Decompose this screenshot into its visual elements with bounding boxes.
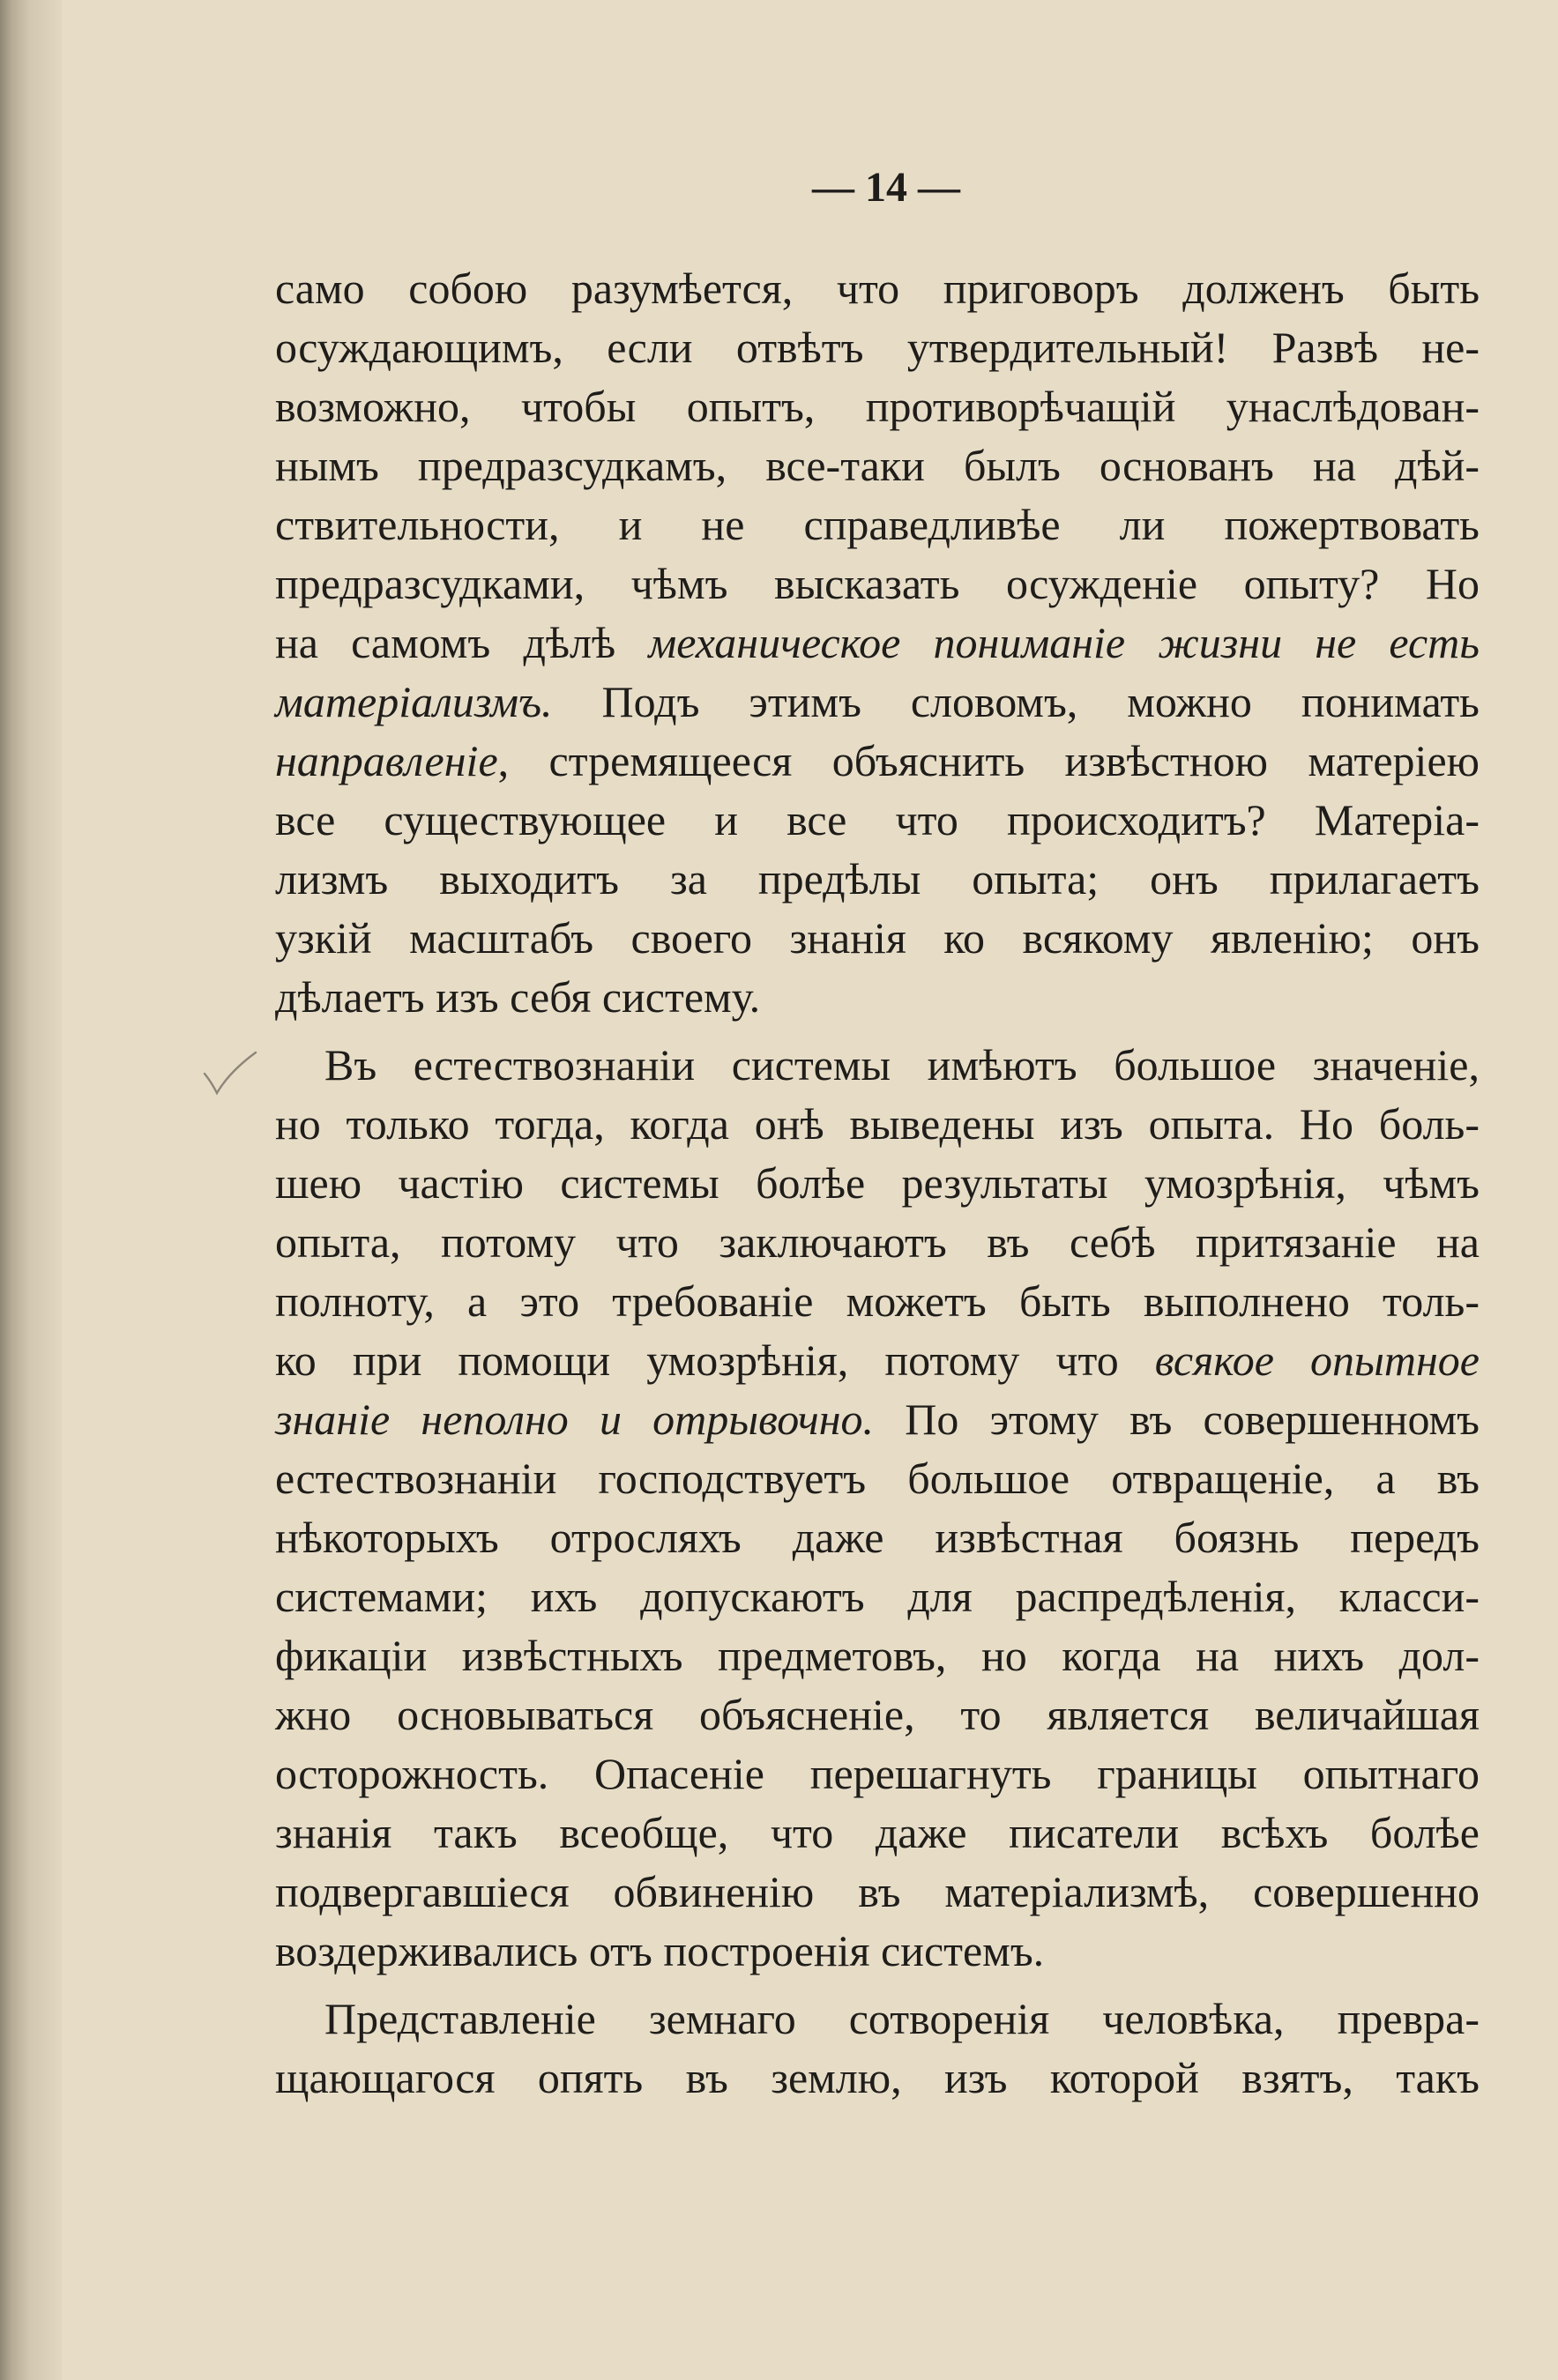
- paragraph-gap: [275, 1981, 1480, 1990]
- text-run: нымъ предразсудкамъ, все-таки былъ основанъ на дѣй-: [275, 441, 1480, 490]
- text-run: но только тогда, когда онѣ выведены изъ опыта. Но боль-: [275, 1099, 1480, 1149]
- text-line: [275, 1508, 1480, 1567]
- text-run: подвергавшіеся обвиненію въ матеріализмѣ, совершенно: [275, 1867, 1480, 1916]
- text-line: [275, 732, 1480, 791]
- text-run: Представленіе земнаго сотворенія человѣка, превра-: [324, 1994, 1480, 2043]
- text-line: [275, 1095, 1480, 1154]
- text-line: [275, 850, 1480, 909]
- text-line: [275, 1567, 1480, 1626]
- page-number: — 14 —: [812, 164, 960, 211]
- text-line: [275, 259, 1480, 318]
- text-run: возможно, чтобы опытъ, противорѣчащій унаслѣдован-: [275, 382, 1480, 431]
- text-line: [275, 554, 1480, 614]
- text-run: естествознаніи господствуетъ большое отвращеніе, а въ: [275, 1454, 1480, 1503]
- paragraph: [275, 1036, 1480, 1981]
- text-line: [275, 1922, 1480, 1981]
- text-line: [275, 1272, 1480, 1331]
- text-line: [275, 673, 1480, 732]
- page-text: [275, 164, 1480, 2108]
- text-run: шею частію системы болѣе результаты умозрѣнія, чѣмъ: [275, 1158, 1480, 1208]
- text-line: [275, 1685, 1480, 1744]
- paragraph-gap: [275, 1027, 1480, 1036]
- text-run: нѣкоторыхъ отросляхъ даже извѣстная боязнь передъ: [275, 1513, 1480, 1562]
- pencil-check-mark: [199, 1047, 261, 1100]
- italic-text: направленіе: [275, 736, 498, 785]
- text-run: системами; ихъ допускаютъ для распредѣленія, класси-: [275, 1572, 1480, 1621]
- text-line: [275, 436, 1480, 495]
- text-line: [275, 614, 1480, 673]
- text-run: Въ естествознаніи системы имѣютъ большое значеніе,: [324, 1040, 1480, 1090]
- text-line: [275, 1154, 1480, 1213]
- text-line: [275, 1863, 1480, 1922]
- text-run: лизмъ выходитъ за предѣлы опыта; онъ прилагаетъ: [275, 854, 1480, 904]
- text-line: [275, 1213, 1480, 1272]
- paragraphs: [275, 259, 1480, 2108]
- text-run: осторожность. Опасеніе перешагнуть границы опытнаго: [275, 1749, 1480, 1798]
- text-run: Подъ этимъ словомъ, можно понимать: [552, 677, 1480, 726]
- italic-text: знаніе неполно и отрывочно.: [275, 1395, 875, 1444]
- text-run: осуждающимъ, если отвѣтъ утвердительный! Развѣ не-: [275, 323, 1480, 372]
- text-run: ко при помощи умозрѣнія, потому что: [275, 1335, 1155, 1385]
- page-gutter-shadow: [0, 0, 62, 2380]
- text-line: [275, 1744, 1480, 1804]
- paragraph: [275, 259, 1480, 1027]
- text-run: все существующее и все что происходитъ? Матеріа-: [275, 795, 1480, 844]
- text-run: щающагося опять въ землю, изъ которой взятъ, такъ: [275, 2053, 1480, 2102]
- text-line: [275, 2049, 1480, 2108]
- italic-text: механическое пониманіе жизни не есть: [648, 618, 1480, 667]
- text-line: [275, 791, 1480, 850]
- text-run: дѣлаетъ изъ себя систему.: [275, 972, 761, 1022]
- text-line: [275, 318, 1480, 377]
- text-line: [275, 1449, 1480, 1508]
- text-run: знанія такъ всеобще, что даже писатели всѣхъ болѣе: [275, 1808, 1480, 1857]
- text-run: По этому въ совершенномъ: [874, 1395, 1480, 1444]
- text-run: воздерживались отъ построенія системъ.: [275, 1926, 1045, 1975]
- text-line: [275, 1626, 1480, 1685]
- text-run: полноту, а это требованіе можетъ быть выполнено толь-: [275, 1276, 1480, 1326]
- paragraph: [275, 1990, 1480, 2108]
- text-run: предразсудками, чѣмъ высказать осужденіе опыту? Но: [275, 559, 1480, 608]
- text-run: ствительности, и не справедливѣе ли пожертвовать: [275, 500, 1480, 549]
- text-line: [275, 1036, 1480, 1095]
- text-line: [275, 1331, 1480, 1390]
- text-line: [275, 377, 1480, 436]
- text-run: на самомъ дѣлѣ: [275, 618, 649, 667]
- text-line: [275, 1804, 1480, 1863]
- text-run: , стремящееся объяснить извѣстною матеріею: [497, 736, 1480, 785]
- text-line: [275, 495, 1480, 554]
- text-run: жно основываться объясненіе, то является величайшая: [275, 1690, 1480, 1739]
- text-run: опыта, потому что заключаютъ въ себѣ притязаніе на: [275, 1217, 1480, 1267]
- italic-text: всякое опытное: [1154, 1335, 1480, 1385]
- text-line: [275, 968, 1480, 1027]
- text-line: [275, 1390, 1480, 1449]
- text-line: [275, 909, 1480, 968]
- text-run: само собою разумѣется, что приговоръ долженъ быть: [275, 264, 1480, 313]
- italic-text: матеріализмъ.: [275, 677, 553, 726]
- text-run: фикаціи извѣстныхъ предметовъ, но когда на нихъ дол-: [275, 1631, 1480, 1680]
- text-run: узкій масштабъ своего знанія ко всякому явленію; онъ: [275, 913, 1480, 963]
- text-line: [275, 1990, 1480, 2049]
